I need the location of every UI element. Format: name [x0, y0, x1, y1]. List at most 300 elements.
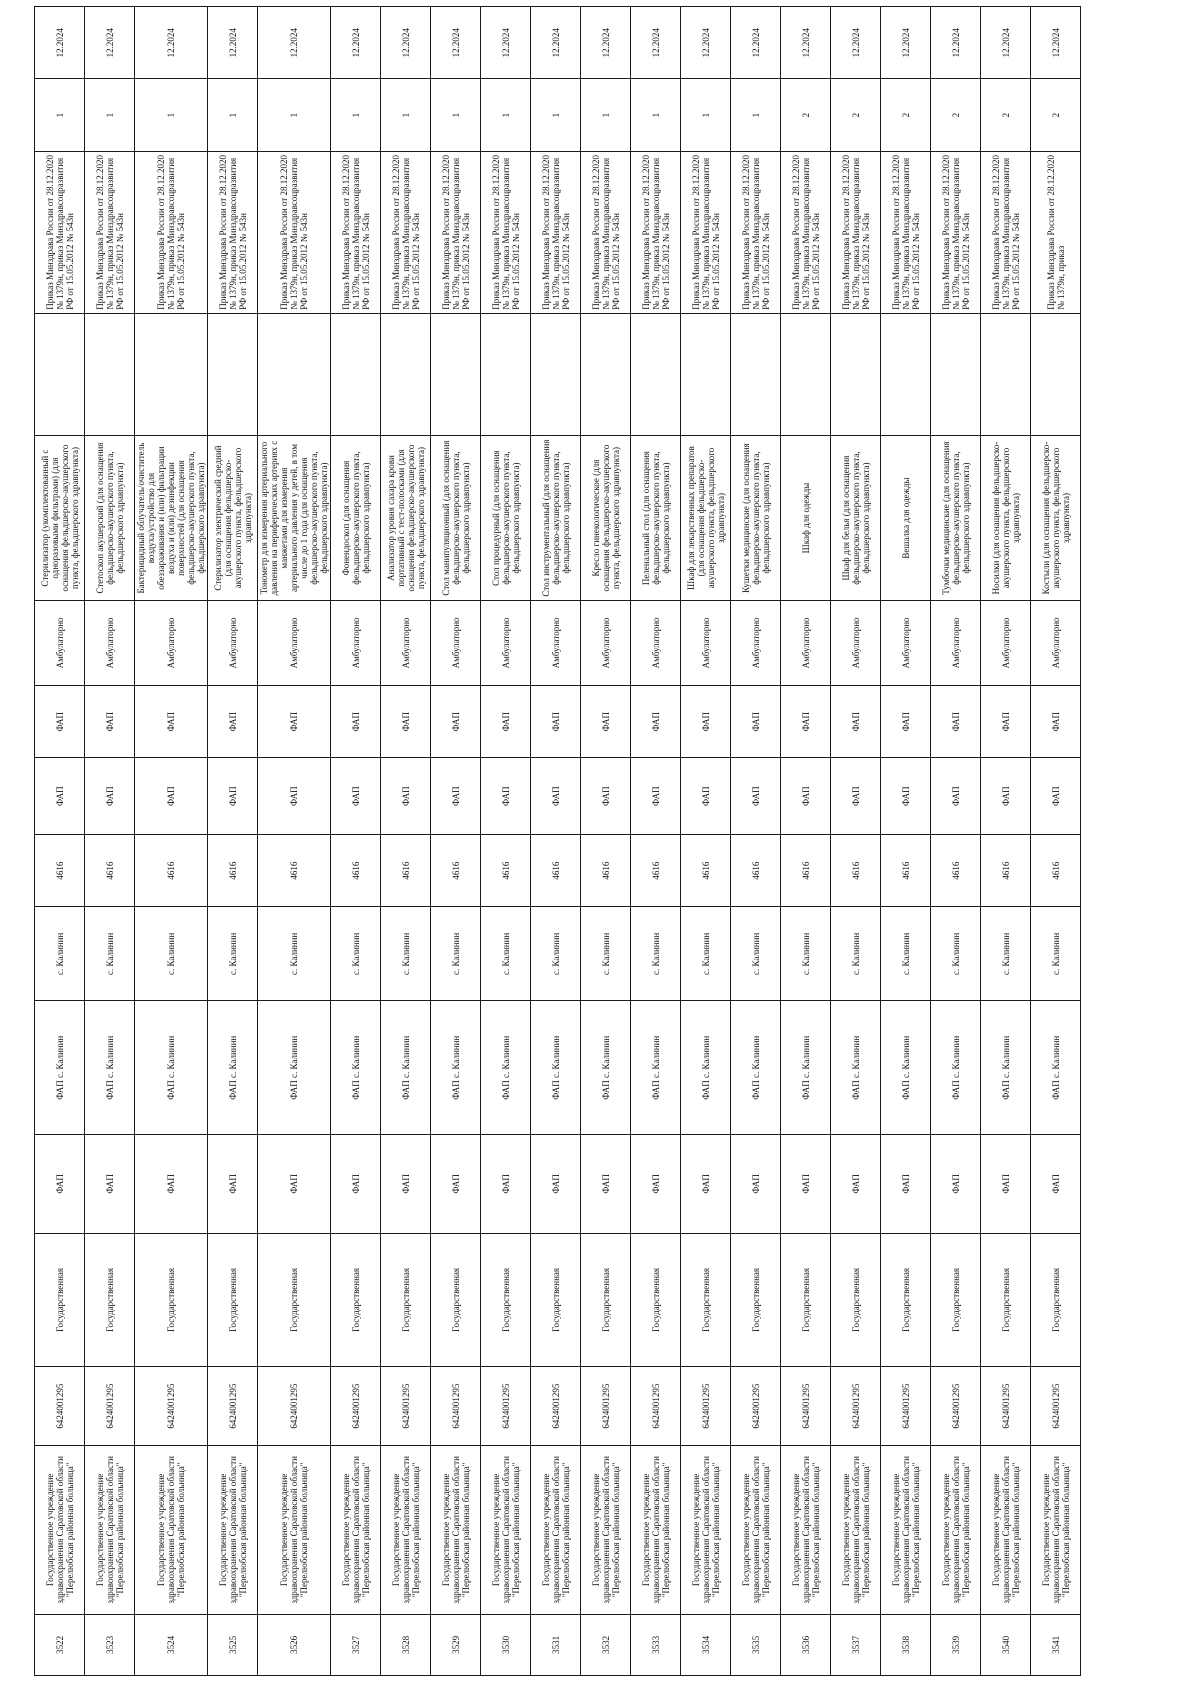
cell-date: 12.2024 — [931, 7, 981, 79]
cell-facility-type: ФАП — [135, 1135, 208, 1234]
cell-unit-name: ФАП с. Калинин — [581, 1001, 631, 1135]
cell-locality: с. Калинин — [831, 907, 881, 1001]
cell-care-conditions: Амбулаторно — [881, 600, 931, 685]
cell-organization: Государственное учреждение здравоохранения Саратовской области "Перелюбская районная больница" — [85, 1446, 135, 1615]
cell-empty — [208, 313, 258, 436]
table-row — [208, 7, 258, 1676]
cell-ownership: Государственная — [581, 1233, 631, 1367]
table-row — [731, 7, 781, 1676]
cell-ownership: Государственная — [631, 1233, 681, 1367]
cell-regulation: Приказ Минздрава России от 28.12.2020 № 1379н, приказ Минздравсоцразвития РФ от 15.05.2012 № 543н — [881, 151, 931, 313]
cell-code: 4616 — [431, 835, 481, 907]
cell-empty — [431, 313, 481, 436]
cell-equipment-name: Стетоскоп акушерский (для оснащения фельдшерско-акушерского пункта, фельдшерского здравпункта) — [85, 436, 135, 600]
table-row — [531, 7, 581, 1676]
cell-locality: с. Калинин — [331, 907, 381, 1001]
cell-locality: с. Калинин — [881, 907, 931, 1001]
cell-unit-kind: ФАП — [881, 758, 931, 835]
cell-ownership: Государственная — [781, 1233, 831, 1367]
cell-care-conditions: Амбулаторно — [35, 600, 85, 685]
cell-locality: с. Калинин — [258, 907, 331, 1001]
cell-empty — [631, 313, 681, 436]
cell-care-conditions: Амбулаторно — [631, 600, 681, 685]
cell-unit-kind: ФАП — [631, 758, 681, 835]
cell-inn: 6424001295 — [1031, 1367, 1081, 1446]
cell-quantity: 1 — [135, 79, 208, 151]
cell-organization: Государственное учреждение здравоохранения Саратовской области "Перелюбская районная больница" — [431, 1446, 481, 1615]
table-row — [681, 7, 731, 1676]
cell-inn: 6424001295 — [981, 1367, 1031, 1446]
cell-equipment-name: Шкаф для белья (для оснащения фельдшерско-акушерского пункта, фельдшерского здравпункта) — [831, 436, 881, 600]
cell-unit-kind: ФАП — [831, 758, 881, 835]
cell-unit-kind-2: ФАП — [208, 686, 258, 758]
cell-unit-kind: ФАП — [531, 758, 581, 835]
cell-locality: с. Калинин — [208, 907, 258, 1001]
cell-empty — [381, 313, 431, 436]
cell-locality: с. Калинин — [581, 907, 631, 1001]
cell-row-number: 3525 — [208, 1614, 258, 1675]
cell-inn: 6424001295 — [881, 1367, 931, 1446]
cell-unit-kind: ФАП — [208, 758, 258, 835]
cell-organization: Государственное учреждение здравоохранения Саратовской области "Перелюбская районная больница" — [381, 1446, 431, 1615]
cell-date: 12.2024 — [681, 7, 731, 79]
cell-unit-kind: ФАП — [135, 758, 208, 835]
cell-date: 12.2024 — [881, 7, 931, 79]
cell-empty — [35, 313, 85, 436]
table-row — [35, 7, 85, 1676]
cell-regulation: Приказ Минздрава России от 28.12.2020 № 1379н, приказ Минздравсоцразвития РФ от 15.05.2012 № 543н — [85, 151, 135, 313]
cell-inn: 6424001295 — [431, 1367, 481, 1446]
cell-organization: Государственное учреждение здравоохранения Саратовской области "Перелюбская районная больница" — [931, 1446, 981, 1615]
cell-locality: с. Калинин — [531, 907, 581, 1001]
cell-quantity: 1 — [431, 79, 481, 151]
cell-equipment-name: Шкаф для лекарственных препаратов (для оснащения фельдшерско-акушерского пункта, фельдшерского здравпункта) — [681, 436, 731, 600]
cell-unit-kind: ФАП — [258, 758, 331, 835]
cell-date: 12.2024 — [731, 7, 781, 79]
cell-care-conditions: Амбулаторно — [481, 600, 531, 685]
cell-facility-type: ФАП — [481, 1135, 531, 1234]
cell-unit-kind-2: ФАП — [258, 686, 331, 758]
cell-ownership: Государственная — [981, 1233, 1031, 1367]
cell-row-number: 3538 — [881, 1614, 931, 1675]
cell-unit-kind-2: ФАП — [431, 686, 481, 758]
cell-code: 4616 — [631, 835, 681, 907]
cell-care-conditions: Амбулаторно — [931, 600, 981, 685]
cell-locality: с. Калинин — [381, 907, 431, 1001]
cell-regulation: Приказ Минздрава России от 28.12.2020 № 1379н, приказ Минздравсоцразвития РФ от 15.05.2012 № 543н — [831, 151, 881, 313]
cell-code: 4616 — [381, 835, 431, 907]
cell-regulation: Приказ Минздрава России от 28.12.2020 № 1379н, приказ Минздравсоцразвития РФ от 15.05.2012 № 543н — [581, 151, 631, 313]
cell-equipment-name: Стерилизатор электрический средний (для оснащения фельдшерско-акушерского пункта, фельдшерского здравпункта) — [208, 436, 258, 600]
cell-inn: 6424001295 — [531, 1367, 581, 1446]
cell-equipment-name: Фонендоскоп (для оснащения фельдшерско-акушерского пункта, фельдшерского здравпункта) — [331, 436, 381, 600]
cell-ownership: Государственная — [681, 1233, 731, 1367]
cell-unit-name: ФАП с. Калинин — [258, 1001, 331, 1135]
cell-care-conditions: Амбулаторно — [85, 600, 135, 685]
cell-row-number: 3541 — [1031, 1614, 1081, 1675]
cell-facility-type: ФАП — [208, 1135, 258, 1234]
cell-quantity: 1 — [531, 79, 581, 151]
cell-unit-kind: ФАП — [431, 758, 481, 835]
cell-facility-type: ФАП — [431, 1135, 481, 1234]
cell-care-conditions: Амбулаторно — [681, 600, 731, 685]
cell-regulation: Приказ Минздрава России от 28.12.2020 № 1379н, приказ Минздравсоцразвития РФ от 15.05.2012 № 543н — [781, 151, 831, 313]
cell-unit-kind-2: ФАП — [331, 686, 381, 758]
cell-ownership: Государственная — [881, 1233, 931, 1367]
cell-date: 12.2024 — [531, 7, 581, 79]
cell-ownership: Государственная — [831, 1233, 881, 1367]
cell-organization: Государственное учреждение здравоохранения Саратовской области "Перелюбская районная больница" — [881, 1446, 931, 1615]
cell-locality: с. Калинин — [781, 907, 831, 1001]
cell-code: 4616 — [208, 835, 258, 907]
cell-date: 12.2024 — [481, 7, 531, 79]
cell-regulation: Приказ Минздрава России от 28.12.2020 № 1379н, приказ Минздравсоцразвития РФ от 15.05.2012 № 543н — [531, 151, 581, 313]
cell-ownership: Государственная — [85, 1233, 135, 1367]
cell-equipment-name: Стол манипуляционный (для оснащения фельдшерско-акушерского пункта, фельдшерского здравпункта) — [431, 436, 481, 600]
cell-row-number: 3526 — [258, 1614, 331, 1675]
cell-unit-kind: ФАП — [681, 758, 731, 835]
cell-date: 12.2024 — [85, 7, 135, 79]
cell-care-conditions: Амбулаторно — [1031, 600, 1081, 685]
cell-ownership: Государственная — [731, 1233, 781, 1367]
cell-date: 12.2024 — [831, 7, 881, 79]
cell-facility-type: ФАП — [35, 1135, 85, 1234]
cell-locality: с. Калинин — [631, 907, 681, 1001]
cell-unit-kind-2: ФАП — [681, 686, 731, 758]
cell-date: 12.2024 — [631, 7, 681, 79]
cell-facility-type: ФАП — [331, 1135, 381, 1234]
cell-ownership: Государственная — [258, 1233, 331, 1367]
cell-empty — [981, 313, 1031, 436]
cell-empty — [831, 313, 881, 436]
cell-regulation: Приказ Минздрава России от 28.12.2020 № 1379н, приказ Минздравсоцразвития РФ от 15.05.2012 № 543н — [258, 151, 331, 313]
cell-quantity: 2 — [881, 79, 931, 151]
cell-code: 4616 — [931, 835, 981, 907]
cell-facility-type: ФАП — [831, 1135, 881, 1234]
cell-unit-name: ФАП с. Калинин — [981, 1001, 1031, 1135]
cell-organization: Государственное учреждение здравоохранения Саратовской области "Перелюбская районная больница" — [981, 1446, 1031, 1615]
cell-locality: с. Калинин — [731, 907, 781, 1001]
cell-date: 12.2024 — [1031, 7, 1081, 79]
cell-empty — [135, 313, 208, 436]
cell-regulation: Приказ Минздрава России от 28.12.2020 № 1379н, приказ Минздравсоцразвития РФ от 15.05.2012 № 543н — [931, 151, 981, 313]
table-row — [881, 7, 931, 1676]
cell-row-number: 3524 — [135, 1614, 208, 1675]
cell-unit-name: ФАП с. Калинин — [35, 1001, 85, 1135]
cell-unit-kind: ФАП — [35, 758, 85, 835]
cell-care-conditions: Амбулаторно — [331, 600, 381, 685]
cell-organization: Государственное учреждение здравоохранения Саратовской области "Перелюбская районная больница" — [731, 1446, 781, 1615]
cell-ownership: Государственная — [931, 1233, 981, 1367]
cell-quantity: 1 — [35, 79, 85, 151]
cell-row-number: 3532 — [581, 1614, 631, 1675]
cell-unit-kind-2: ФАП — [135, 686, 208, 758]
cell-code: 4616 — [331, 835, 381, 907]
cell-code: 4616 — [85, 835, 135, 907]
cell-code: 4616 — [731, 835, 781, 907]
cell-empty — [881, 313, 931, 436]
cell-inn: 6424001295 — [581, 1367, 631, 1446]
cell-unit-kind: ФАП — [381, 758, 431, 835]
cell-quantity: 2 — [931, 79, 981, 151]
cell-date: 12.2024 — [581, 7, 631, 79]
table-row — [981, 7, 1031, 1676]
cell-locality: с. Калинин — [135, 907, 208, 1001]
cell-row-number: 3528 — [381, 1614, 431, 1675]
cell-row-number: 3530 — [481, 1614, 531, 1675]
cell-code: 4616 — [831, 835, 881, 907]
cell-organization: Государственное учреждение здравоохранения Саратовской области "Перелюбская районная больница" — [1031, 1446, 1081, 1615]
cell-facility-type: ФАП — [1031, 1135, 1081, 1234]
cell-unit-name: ФАП с. Калинин — [85, 1001, 135, 1135]
cell-equipment-name: Вешалка для одежды — [881, 436, 931, 600]
cell-unit-name: ФАП с. Калинин — [531, 1001, 581, 1135]
cell-row-number: 3531 — [531, 1614, 581, 1675]
cell-organization: Государственное учреждение здравоохранения Саратовской области "Перелюбская районная больница" — [781, 1446, 831, 1615]
cell-inn: 6424001295 — [781, 1367, 831, 1446]
cell-row-number: 3527 — [331, 1614, 381, 1675]
cell-row-number: 3523 — [85, 1614, 135, 1675]
cell-organization: Государственное учреждение здравоохранения Саратовской области "Перелюбская районная больница" — [581, 1446, 631, 1615]
cell-date: 12.2024 — [208, 7, 258, 79]
cell-inn: 6424001295 — [681, 1367, 731, 1446]
cell-ownership: Государственная — [481, 1233, 531, 1367]
cell-care-conditions: Амбулаторно — [831, 600, 881, 685]
cell-unit-name: ФАП с. Калинин — [681, 1001, 731, 1135]
table-row — [381, 7, 431, 1676]
cell-inn: 6424001295 — [331, 1367, 381, 1446]
cell-facility-type: ФАП — [931, 1135, 981, 1234]
table-body — [35, 7, 1081, 1676]
cell-locality: с. Калинин — [1031, 907, 1081, 1001]
table-row — [481, 7, 531, 1676]
cell-unit-name: ФАП с. Калинин — [831, 1001, 881, 1135]
cell-empty — [85, 313, 135, 436]
cell-unit-name: ФАП с. Калинин — [781, 1001, 831, 1135]
cell-inn: 6424001295 — [631, 1367, 681, 1446]
cell-code: 4616 — [581, 835, 631, 907]
cell-quantity: 2 — [1031, 79, 1081, 151]
cell-unit-kind: ФАП — [85, 758, 135, 835]
cell-unit-kind-2: ФАП — [631, 686, 681, 758]
cell-regulation: Приказ Минздрава России от 28.12.2020 № 1379н, приказ Минздравсоцразвития РФ от 15.05.2012 № 543н — [331, 151, 381, 313]
cell-empty — [931, 313, 981, 436]
equipment-register-table — [34, 6, 1081, 1676]
table-row — [831, 7, 881, 1676]
cell-equipment-name: Тумбочки медицинские (для оснащения фельдшерско-акушерского пункта, фельдшерского здравпункта) — [931, 436, 981, 600]
cell-date: 12.2024 — [381, 7, 431, 79]
cell-organization: Государственное учреждение здравоохранения Саратовской области "Перелюбская районная больница" — [681, 1446, 731, 1615]
cell-date: 12.2024 — [135, 7, 208, 79]
cell-inn: 6424001295 — [208, 1367, 258, 1446]
cell-regulation: Приказ Минздрава России от 28.12.2020 № 1379н, приказ Минздравсоцразвития РФ от 15.05.2012 № 543н — [981, 151, 1031, 313]
cell-organization: Государственное учреждение здравоохранения Саратовской области "Перелюбская районная больница" — [631, 1446, 681, 1615]
table-row — [431, 7, 481, 1676]
cell-unit-kind: ФАП — [731, 758, 781, 835]
cell-row-number: 3533 — [631, 1614, 681, 1675]
cell-care-conditions: Амбулаторно — [431, 600, 481, 685]
cell-date: 12.2024 — [781, 7, 831, 79]
cell-regulation: Приказ Минздрава России от 28.12.2020 № 1379н, приказ — [1031, 151, 1081, 313]
cell-unit-kind: ФАП — [981, 758, 1031, 835]
cell-row-number: 3522 — [35, 1614, 85, 1675]
cell-locality: с. Калинин — [681, 907, 731, 1001]
cell-unit-kind: ФАП — [581, 758, 631, 835]
cell-unit-name: ФАП с. Калинин — [731, 1001, 781, 1135]
cell-quantity: 2 — [781, 79, 831, 151]
table-row — [1031, 7, 1081, 1676]
cell-row-number: 3540 — [981, 1614, 1031, 1675]
cell-empty — [258, 313, 331, 436]
cell-unit-name: ФАП с. Калинин — [931, 1001, 981, 1135]
cell-facility-type: ФАП — [581, 1135, 631, 1234]
cell-row-number: 3529 — [431, 1614, 481, 1675]
cell-equipment-name: Стол процедурный (для оснащения фельдшерско-акушерского пункта, фельдшерского здравпункта) — [481, 436, 531, 600]
cell-inn: 6424001295 — [381, 1367, 431, 1446]
cell-organization: Государственное учреждение здравоохранения Саратовской области "Перелюбская районная больница" — [481, 1446, 531, 1615]
cell-date: 12.2024 — [981, 7, 1031, 79]
cell-unit-kind-2: ФАП — [931, 686, 981, 758]
cell-quantity: 1 — [208, 79, 258, 151]
cell-unit-name: ФАП с. Калинин — [631, 1001, 681, 1135]
cell-organization: Государственное учреждение здравоохранения Саратовской области "Перелюбская районная больница" — [135, 1446, 208, 1615]
cell-organization: Государственное учреждение здравоохранения Саратовской области "Перелюбская районная больница" — [531, 1446, 581, 1615]
table-row — [331, 7, 381, 1676]
cell-empty — [1031, 313, 1081, 436]
cell-facility-type: ФАП — [781, 1135, 831, 1234]
cell-regulation: Приказ Минздрава России от 28.12.2020 № 1379н, приказ Минздравсоцразвития РФ от 15.05.2012 № 543н — [381, 151, 431, 313]
cell-empty — [681, 313, 731, 436]
cell-unit-name: ФАП с. Калинин — [1031, 1001, 1081, 1135]
cell-unit-kind: ФАП — [1031, 758, 1081, 835]
cell-facility-type: ФАП — [631, 1135, 681, 1234]
cell-care-conditions: Амбулаторно — [258, 600, 331, 685]
cell-locality: с. Калинин — [85, 907, 135, 1001]
cell-unit-kind-2: ФАП — [981, 686, 1031, 758]
cell-care-conditions: Амбулаторно — [531, 600, 581, 685]
cell-empty — [731, 313, 781, 436]
cell-care-conditions: Амбулаторно — [381, 600, 431, 685]
cell-unit-kind: ФАП — [331, 758, 381, 835]
cell-row-number: 3536 — [781, 1614, 831, 1675]
cell-unit-name: ФАП с. Калинин — [481, 1001, 531, 1135]
cell-facility-type: ФАП — [381, 1135, 431, 1234]
cell-equipment-name: Стол инструментальный (для оснащения фельдшерско-акушерского пункта, фельдшерского здравпункта) — [531, 436, 581, 600]
cell-quantity: 1 — [481, 79, 531, 151]
cell-organization: Государственное учреждение здравоохранения Саратовской области "Перелюбская районная больница" — [208, 1446, 258, 1615]
cell-facility-type: ФАП — [258, 1135, 331, 1234]
cell-unit-name: ФАП с. Калинин — [431, 1001, 481, 1135]
table-row — [931, 7, 981, 1676]
cell-care-conditions: Амбулаторно — [581, 600, 631, 685]
cell-unit-kind-2: ФАП — [1031, 686, 1081, 758]
cell-quantity: 1 — [681, 79, 731, 151]
cell-organization: Государственное учреждение здравоохранения Саратовской области "Перелюбская районная больница" — [35, 1446, 85, 1615]
cell-care-conditions: Амбулаторно — [781, 600, 831, 685]
cell-unit-kind-2: ФАП — [35, 686, 85, 758]
cell-unit-kind-2: ФАП — [381, 686, 431, 758]
table-row — [258, 7, 331, 1676]
cell-row-number: 3537 — [831, 1614, 881, 1675]
cell-care-conditions: Амбулаторно — [135, 600, 208, 685]
cell-quantity: 1 — [258, 79, 331, 151]
cell-equipment-name: Стерилизатор (укомплектованный с одноразовыми фильтрами) (для оснащения фельдшерско-акушерского пункта, фельдшерского здравпункта) — [35, 436, 85, 600]
cell-quantity: 2 — [981, 79, 1031, 151]
cell-locality: с. Калинин — [931, 907, 981, 1001]
cell-ownership: Государственная — [531, 1233, 581, 1367]
cell-quantity: 1 — [381, 79, 431, 151]
cell-inn: 6424001295 — [35, 1367, 85, 1446]
cell-empty — [531, 313, 581, 436]
cell-equipment-name: Пеленальный стол (для оснащения фельдшерско-акушерского пункта, фельдшерского здравпункта) — [631, 436, 681, 600]
cell-equipment-name: Бактерицидный облучатель/очиститель воздуха/устройство для обеззараживания и (или) фильтрации воздуха и (или) дезинфекции поверхностей (для оснащения фельдшерско-акушерского пункта, фельдшерского здравпункта) — [135, 436, 208, 600]
cell-locality: с. Калинин — [35, 907, 85, 1001]
cell-unit-kind-2: ФАП — [831, 686, 881, 758]
cell-ownership: Государственная — [35, 1233, 85, 1367]
cell-unit-kind-2: ФАП — [85, 686, 135, 758]
cell-ownership: Государственная — [208, 1233, 258, 1367]
cell-inn: 6424001295 — [85, 1367, 135, 1446]
cell-facility-type: ФАП — [85, 1135, 135, 1234]
cell-code: 4616 — [258, 835, 331, 907]
cell-inn: 6424001295 — [135, 1367, 208, 1446]
cell-equipment-name: Шкаф для одежды — [781, 436, 831, 600]
cell-organization: Государственное учреждение здравоохранения Саратовской области "Перелюбская районная больница" — [331, 1446, 381, 1615]
cell-locality: с. Калинин — [481, 907, 531, 1001]
table-row — [581, 7, 631, 1676]
cell-code: 4616 — [481, 835, 531, 907]
cell-ownership: Государственная — [1031, 1233, 1081, 1367]
cell-inn: 6424001295 — [931, 1367, 981, 1446]
cell-equipment-name: Костыли (для оснащения фельдшерско-акушерского пункта, фельдшерского здравпункта) — [1031, 436, 1081, 600]
cell-regulation: Приказ Минздрава России от 28.12.2020 № 1379н, приказ Минздравсоцразвития РФ от 15.05.2012 № 543н — [481, 151, 531, 313]
cell-unit-kind: ФАП — [481, 758, 531, 835]
cell-inn: 6424001295 — [481, 1367, 531, 1446]
cell-facility-type: ФАП — [681, 1135, 731, 1234]
cell-unit-name: ФАП с. Калинин — [881, 1001, 931, 1135]
cell-inn: 6424001295 — [731, 1367, 781, 1446]
cell-row-number: 3534 — [681, 1614, 731, 1675]
cell-unit-name: ФАП с. Калинин — [135, 1001, 208, 1135]
cell-regulation: Приказ Минздрава России от 28.12.2020 № 1379н, приказ Минздравсоцразвития РФ от 15.05.2012 № 543н — [431, 151, 481, 313]
cell-ownership: Государственная — [431, 1233, 481, 1367]
cell-inn: 6424001295 — [258, 1367, 331, 1446]
cell-ownership: Государственная — [331, 1233, 381, 1367]
cell-locality: с. Калинин — [431, 907, 481, 1001]
cell-ownership: Государственная — [135, 1233, 208, 1367]
cell-unit-name: ФАП с. Калинин — [381, 1001, 431, 1135]
cell-facility-type: ФАП — [881, 1135, 931, 1234]
cell-locality: с. Калинин — [981, 907, 1031, 1001]
cell-unit-kind-2: ФАП — [781, 686, 831, 758]
cell-inn: 6424001295 — [831, 1367, 881, 1446]
cell-organization: Государственное учреждение здравоохранения Саратовской области "Перелюбская районная больница" — [258, 1446, 331, 1615]
cell-quantity: 1 — [85, 79, 135, 151]
cell-care-conditions: Амбулаторно — [731, 600, 781, 685]
cell-code: 4616 — [781, 835, 831, 907]
cell-organization: Государственное учреждение здравоохранения Саратовской области "Перелюбская районная больница" — [831, 1446, 881, 1615]
cell-facility-type: ФАП — [981, 1135, 1031, 1234]
table-row — [135, 7, 208, 1676]
cell-unit-kind: ФАП — [781, 758, 831, 835]
cell-unit-kind-2: ФАП — [881, 686, 931, 758]
cell-unit-kind-2: ФАП — [481, 686, 531, 758]
cell-date: 12.2024 — [35, 7, 85, 79]
cell-quantity: 1 — [331, 79, 381, 151]
cell-regulation: Приказ Минздрава России от 28.12.2020 № 1379н, приказ Минздравсоцразвития РФ от 15.05.2012 № 543н — [681, 151, 731, 313]
cell-ownership: Государственная — [381, 1233, 431, 1367]
cell-equipment-name: Кушетки медицинские (для оснащения фельдшерско-акушерского пункта, фельдшерского здравпункта) — [731, 436, 781, 600]
